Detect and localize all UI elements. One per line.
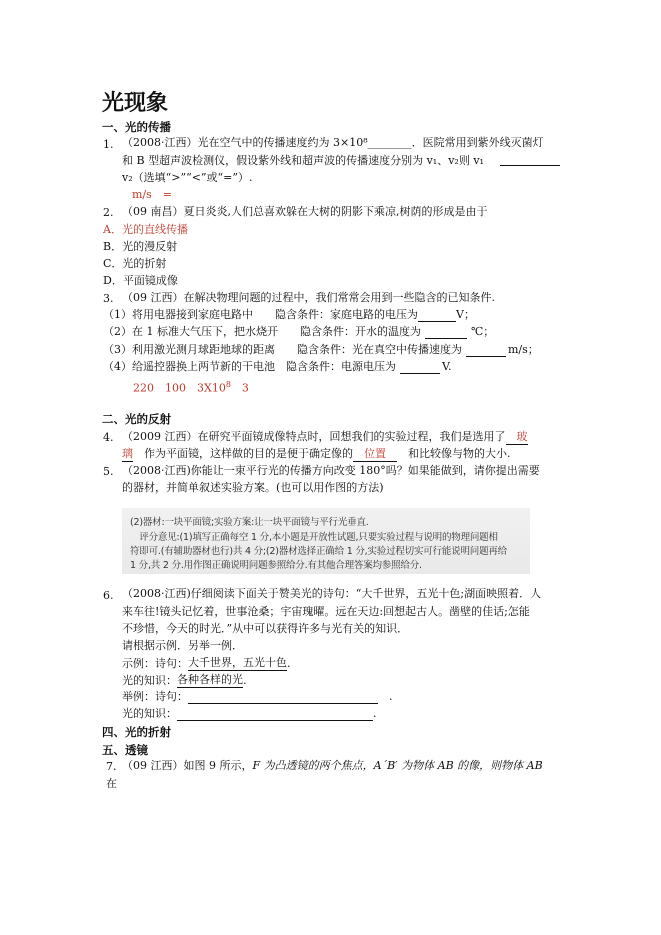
q1-answer: m/s = [132,188,172,201]
q5-image-line: (2)器材:一块平面镜;实验方案:让一块平面镜与平行光垂直. [130,517,369,528]
q7-line2: 在 [106,777,117,790]
section-heading-lens: 五、透镜 [102,743,148,757]
q7-line1: （09 江西）如图 9 所示，F 为凸透镜的两个焦点，A´B′ 为物体 AB 的像，则物体 AB [122,759,543,772]
q3-part1: （1）将用电器接到家庭电路中 隐含条件：家庭电路的电压为 V； [103,308,475,321]
q6-line2: 来车往!镜头记忆着，世事沧桑；宇宙瑰曜。远在天边:回想起古人。凿壁的佳话;怎能 [122,605,530,618]
q5-number: 5. [103,465,114,478]
q6-example-knowledge: 光的知识：各种各样的光. [122,673,247,687]
q3-part2: （2）在 1 标准大气压下，把水烧开 隐含条件：开水的温度为 ℃； [103,325,495,338]
section-heading-light-propagation: 一、光的传播 [102,120,171,134]
q2-option-a: A．光的直线传播 [103,223,188,236]
q4-number: 4. [103,431,114,444]
q2-option-d: D．平面镜成像 [103,274,178,287]
q5-line2: 的器材，并简单叙述实验方案。(也可以用作图的方法) [122,481,384,494]
q2-option-c: C．光的折射 [103,257,167,270]
q3-answers: 220 100 $3X10^8$ 3 [133,380,249,395]
q3-number: 3. [103,292,114,305]
q6-your-knowledge: 光的知识： . [122,707,377,720]
q3-part4: （4）给遥控器换上两节新的干电池 隐含条件：电源电压为 V. [103,360,452,373]
q2-option-b: B．光的漫反射 [103,240,178,253]
q1-line2: 和 B 型超声波检测仪，假设紫外线和超声波的传播速度分别为 v₁、v₂则 v₁ [122,154,484,167]
q6-line1: （2008·江西)仔细阅读下面关于赞美光的诗句：“大千世界，五光十色;湖面映照着．人 [122,587,542,600]
q5-answer-image [122,508,530,574]
section-heading-refraction: 四、光的折射 [102,725,171,739]
q2-number: 2. [103,206,114,219]
q1-blank [500,165,560,166]
q4-line1: （2009 江西）在研究平面镜成像特点时，回想我们的实验过程，我们是选用了 玻 [122,430,528,443]
q6-number: 6. [103,589,114,602]
q4-line2: 璃 作为平面镜，这样做的目的是便于确定像的 位置 和比较像与物的大小. [122,447,511,460]
q2-stem: （09 南昌）夏日炎炎,人们总喜欢躲在大树的阴影下乘凉,树荫的形成是由于 [122,205,488,218]
q5-image-line: 1 分,共 2 分.用作图正确说明问题参照给分.有其他合理答案均参照给分. [130,560,422,571]
q5-line1: （2008·江西)你能让一束平行光的传播方向改变 180°吗？如果能做到，请你提出需要 [122,464,540,477]
page-title: 光现象 [102,90,169,116]
q1-line1: （2008·江西）光在空气中的传播速度约为 3×10⁸________．医院常用到紫外线灭菌灯 [122,136,544,149]
q7-number: 7. [106,760,117,773]
q5-image-line: 评分意见:(1)填写正确每空 1 分,本小题是开放性试题,只要实验过程与说明的物理问题相 [130,532,498,543]
q6-line4: 请根据示例．另举一例． [122,639,243,652]
q6-your-poem: 举例：诗句： . [122,690,393,703]
q3-part3: （3）利用激光测月球距地球的距离 隐含条件：光在真空中传播速度为 m/s； [103,343,539,356]
q1-number: 1. [103,138,114,151]
q6-example-poem: 示例：诗句：大千世界，五光十色. [122,656,291,670]
q3-stem: （09 江西）在解决物理问题的过程中，我们常常会用到一些隐含的已知条件. [122,291,495,304]
q1-line3: v₂（选填“>”“<”或“=”）. [122,171,253,184]
q5-image-line: 符即可.(有辅助器材也行)共 4 分;(2)器材选择正确给 1 分,实验过程切实可行能说明问题再给 [130,546,507,557]
q6-line3: 不珍惜，今天的时光．”从中可以获得许多与光有关的知识． [122,622,409,635]
section-heading-reflection: 二、光的反射 [102,412,171,426]
